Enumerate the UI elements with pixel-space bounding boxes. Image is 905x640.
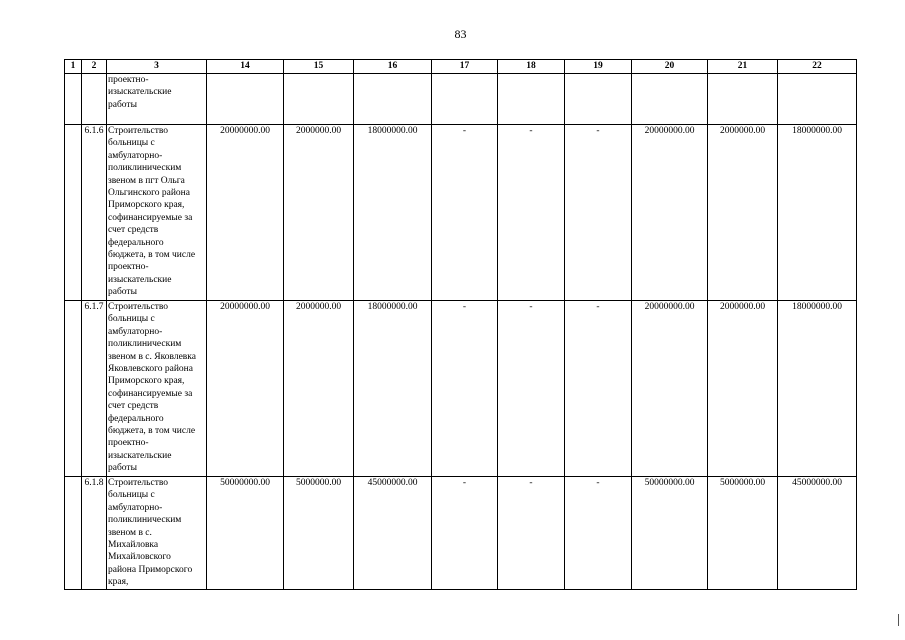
cell-col22: 18000000.00	[778, 125, 857, 301]
cell-col20	[632, 74, 708, 125]
cell-code: 6.1.6	[82, 125, 107, 301]
cell-col16: 45000000.00	[354, 477, 432, 590]
cell-col17	[432, 74, 498, 125]
cell-col18: -	[498, 125, 565, 301]
cell-col17: -	[432, 477, 498, 590]
cell-col22	[778, 74, 857, 125]
cell-col21: 2000000.00	[708, 125, 778, 301]
cell-col18: -	[498, 301, 565, 477]
cell-code	[82, 74, 107, 125]
col-header: 17	[432, 60, 498, 74]
cell-col20: 50000000.00	[632, 477, 708, 590]
col-header: 16	[354, 60, 432, 74]
cell-code: 6.1.8	[82, 477, 107, 590]
col-header: 18	[498, 60, 565, 74]
page-number: 83	[454, 27, 467, 41]
cell-col16: 18000000.00	[354, 301, 432, 477]
header-row	[65, 60, 857, 74]
table-row	[65, 477, 857, 590]
cell-col18: -	[498, 477, 565, 590]
cell-col14	[207, 74, 284, 125]
cell-col21: 5000000.00	[708, 477, 778, 590]
cell-col15: 5000000.00	[284, 477, 354, 590]
cell-index	[65, 125, 82, 301]
scan-edge-mark	[898, 614, 901, 626]
cell-col17: -	[432, 301, 498, 477]
cell-index	[65, 74, 82, 125]
cell-col19: -	[565, 301, 632, 477]
cell-col15: 2000000.00	[284, 301, 354, 477]
cell-col21	[708, 74, 778, 125]
cell-index	[65, 477, 82, 590]
col-header: 1	[65, 60, 82, 74]
col-header: 14	[207, 60, 284, 74]
cell-index	[65, 301, 82, 477]
cell-description: Строительство больницы с амбулаторно- поликлиническим звеном в с. Михайловка Михайловского района Приморского края,	[107, 477, 207, 590]
cell-col19	[565, 74, 632, 125]
col-header: 21	[708, 60, 778, 74]
cell-col19: -	[565, 125, 632, 301]
cell-col22: 45000000.00	[778, 477, 857, 590]
table-row	[65, 74, 857, 125]
cell-col16: 18000000.00	[354, 125, 432, 301]
cell-description: Строительство больницы с амбулаторно- поликлиническим звеном в пгт Ольга Ольгинского района Приморского края, софинансируемые за счет средств федерального бюджета, в том числе проектно- изыскательские работы	[107, 125, 207, 301]
cell-col22: 18000000.00	[778, 301, 857, 477]
cell-col20: 20000000.00	[632, 301, 708, 477]
cell-col15	[284, 74, 354, 125]
col-header: 2	[82, 60, 107, 74]
cell-description: Строительство больницы с амбулаторно- поликлиническим звеном в с. Яковлевка Яковлевского района Приморского края, софинансируемые за счет средств федерального бюджета, в том числе проектно- изыскательские работы	[107, 301, 207, 477]
budget-table	[64, 59, 857, 590]
cell-col18	[498, 74, 565, 125]
table-row	[65, 301, 857, 477]
cell-col14: 20000000.00	[207, 301, 284, 477]
cell-col19: -	[565, 477, 632, 590]
cell-col16	[354, 74, 432, 125]
col-header: 19	[565, 60, 632, 74]
cell-col21: 2000000.00	[708, 301, 778, 477]
cell-description: проектно- изыскательские работы	[107, 74, 207, 125]
cell-col20: 20000000.00	[632, 125, 708, 301]
col-header: 22	[778, 60, 857, 74]
cell-col14: 20000000.00	[207, 125, 284, 301]
cell-col15: 2000000.00	[284, 125, 354, 301]
cell-col14: 50000000.00	[207, 477, 284, 590]
table-row	[65, 125, 857, 301]
col-header: 3	[107, 60, 207, 74]
cell-col17: -	[432, 125, 498, 301]
cell-code: 6.1.7	[82, 301, 107, 477]
col-header: 15	[284, 60, 354, 74]
col-header: 20	[632, 60, 708, 74]
